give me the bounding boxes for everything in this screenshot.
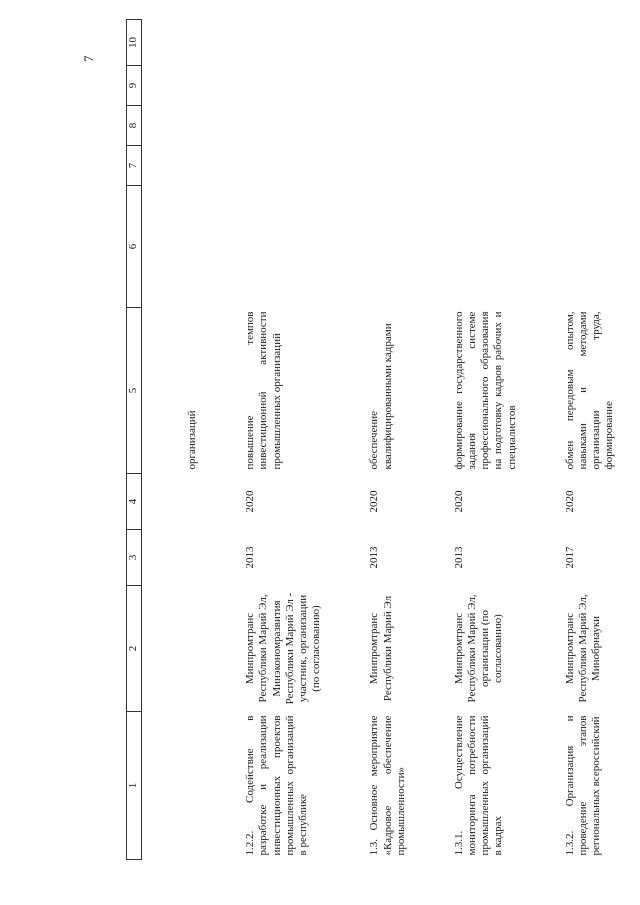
page-number: 7 [81, 55, 96, 62]
column-number: 10 [127, 20, 142, 66]
column-number: 9 [127, 66, 142, 106]
executor: Минпромтранс Республики Марий Эл [368, 595, 394, 702]
column-number: 2 [127, 586, 142, 712]
executor: Минпромтранс Республики Марий Эл, Минэкономразвития Республики Марий Эл - участник, организации (по согласованию) [244, 592, 323, 705]
start-year: 2017 [563, 546, 576, 569]
expected-result: формирование государственного задания системе профессионального образования на подготовку кадров рабочих и специалистов [452, 311, 518, 470]
column-number: 4 [127, 474, 142, 530]
activity-name: 1.2.2. Содействие в разработке и реализации инвестиционных проектов промышленных организаций в республике [244, 715, 309, 856]
column-number: 1 [127, 712, 142, 860]
table-row [520, 20, 618, 860]
start-year: 2013 [452, 546, 465, 569]
column-number: 8 [127, 106, 142, 146]
table-row [324, 20, 409, 860]
end-year: 2020 [452, 490, 465, 513]
column-number: 7 [127, 146, 142, 186]
column-number: 5 [127, 308, 142, 474]
end-year: 2020 [563, 490, 576, 513]
activity-name: 1.3.1. Осуществление мониторинга потребности промышленных организаций в кадрах [452, 715, 505, 856]
table-row [409, 20, 520, 860]
expected-result: повышение темпов инвестиционной активности промышленных организаций [244, 311, 283, 470]
activity-name: 1.3.2. Организация и проведение этапов региональных всероссийский [563, 715, 603, 856]
expected-result: организаций [186, 410, 198, 470]
expected-result: обеспечение квалифицированными кадрами [368, 323, 394, 470]
column-numbers-header [127, 20, 142, 860]
end-year: 2020 [244, 490, 257, 513]
rotated-page-content [126, 20, 616, 860]
end-year: 2020 [368, 490, 381, 513]
start-year: 2013 [368, 546, 381, 569]
column-number: 3 [127, 530, 142, 586]
executor: Минпромтранс Республики Марий Эл, Минобрнауки [563, 594, 603, 703]
expected-result: обмен передовым опытом, навыками и методами организации труда, формирование [563, 311, 616, 470]
executor: Минпромтранс Республики Марий Эл, организации (по согласованию) [452, 594, 505, 703]
table-row [200, 20, 324, 860]
program-activities-table [126, 19, 618, 860]
start-year: 2013 [244, 546, 257, 569]
table-row-carry-over [142, 20, 201, 860]
activity-name: 1.3. Основное мероприятие «Кадровое обеспечение промышленности» [368, 715, 407, 856]
column-number: 6 [127, 186, 142, 308]
